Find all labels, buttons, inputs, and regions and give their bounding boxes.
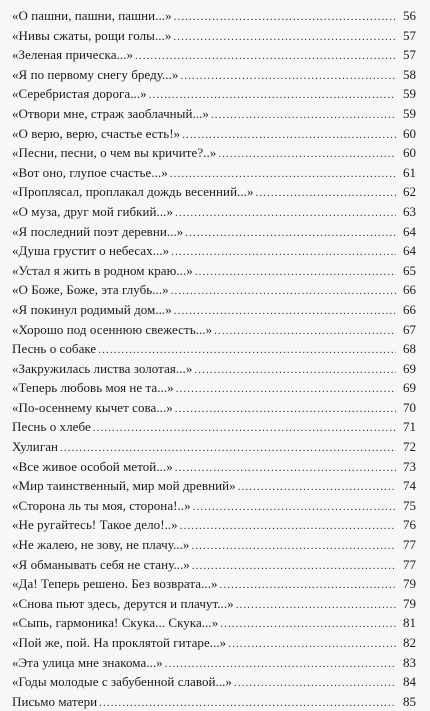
toc-dot-leader [175, 400, 396, 418]
toc-entry-title: «Эта улица мне знакома...» [12, 654, 163, 670]
toc-dot-leader [176, 380, 396, 398]
toc-dot-leader [218, 145, 396, 163]
toc-entry-title: «Мир таинственный, мир мой древний» [12, 478, 236, 494]
toc-entry[interactable] [12, 476, 416, 496]
toc-entry-page-number: 81 [403, 615, 416, 631]
toc-entry[interactable] [12, 241, 416, 261]
toc-entry-page-number: 74 [403, 478, 416, 494]
toc-entry[interactable] [12, 633, 416, 653]
toc-entry[interactable] [12, 124, 416, 144]
toc-entry-page-number: 69 [403, 380, 416, 396]
toc-entry-title: Песнь о хлебе [12, 419, 91, 435]
toc-entry-page-number: 83 [403, 654, 416, 670]
toc-entry-title: «Пой же, пой. На проклятой гитаре...» [12, 635, 227, 650]
toc-entry-title: «Сыпь, гармоника! Скука... Скука...» [12, 615, 219, 631]
toc-entry[interactable] [12, 84, 416, 104]
toc-entry-title: «О верю, верю, счастье есть!» [12, 125, 181, 141]
toc-dot-leader [185, 224, 396, 242]
toc-entry-title: «Все живое особой метой...» [12, 458, 173, 474]
toc-dot-leader [171, 243, 396, 261]
toc-entry[interactable] [12, 672, 416, 692]
toc-entry-page-number: 61 [403, 164, 416, 180]
toc-entry[interactable] [12, 692, 416, 711]
toc-entry[interactable] [12, 65, 416, 85]
toc-dot-leader [98, 341, 396, 359]
toc-entry-title: «Зеленая прическа...» [12, 47, 134, 63]
toc-dot-leader [173, 28, 396, 46]
toc-entry-page-number: 72 [403, 439, 416, 455]
toc-entry[interactable] [12, 398, 416, 418]
toc-entry-page-number: 70 [403, 399, 416, 415]
toc-entry[interactable] [12, 359, 416, 379]
toc-entry-page-number: 79 [403, 595, 416, 611]
toc-entry-page-number: 71 [403, 419, 416, 435]
toc-entry-title: «Закружилась листва золотая...» [12, 360, 193, 376]
toc-entry[interactable] [12, 457, 416, 477]
toc-entry-page-number: 76 [403, 517, 416, 533]
toc-entry[interactable] [12, 515, 416, 535]
toc-entry[interactable] [12, 653, 416, 673]
toc-entry-page-number: 57 [403, 27, 416, 43]
toc-entry[interactable] [12, 45, 416, 65]
toc-entry-page-number: 58 [403, 66, 416, 82]
toc-entry-title: «О пашни, пашни, пашни...» [12, 8, 172, 23]
toc-entry-title: «Не ругайтесь! Такое дело!..» [12, 517, 178, 533]
toc-dot-leader [171, 282, 396, 300]
toc-entry[interactable] [12, 104, 416, 124]
toc-dot-leader [149, 86, 396, 104]
toc-dot-leader [220, 576, 396, 594]
toc-dot-leader [211, 106, 396, 124]
toc-dot-leader [175, 204, 396, 222]
toc-dot-leader [236, 596, 396, 614]
toc-entry-page-number: 66 [403, 301, 416, 317]
toc-entry[interactable] [12, 574, 416, 594]
toc-entry-page-number: 84 [403, 674, 416, 690]
toc-entry[interactable] [12, 378, 416, 398]
toc-dot-leader [228, 635, 396, 653]
toc-dot-leader [256, 184, 396, 202]
toc-entry-page-number: 59 [403, 86, 416, 102]
toc-entry-page-number: 73 [403, 458, 416, 474]
toc-entry-page-number: 63 [403, 203, 416, 219]
toc-entry-page-number: 59 [403, 105, 416, 121]
toc-entry-page-number: 65 [403, 262, 416, 278]
toc-entry[interactable] [12, 261, 416, 281]
toc-entry[interactable] [12, 339, 416, 359]
toc-entry-title: «Да! Теперь решено. Без возврата...» [12, 576, 218, 592]
toc-dot-leader [191, 537, 396, 555]
toc-dot-leader [60, 439, 396, 457]
toc-entry-page-number: 82 [403, 635, 416, 650]
toc-dot-leader [165, 655, 396, 673]
toc-entry-page-number: 60 [403, 145, 416, 161]
toc-entry[interactable] [12, 417, 416, 437]
toc-entry-title: Песнь о собаке [12, 341, 97, 357]
toc-entry-page-number: 68 [403, 341, 416, 357]
toc-dot-leader [214, 322, 396, 340]
toc-entry-title: «Хорошо под осеннюю свежесть...» [12, 321, 213, 337]
toc-entry[interactable] [12, 6, 416, 26]
toc-entry[interactable] [12, 163, 416, 183]
toc-entry[interactable] [12, 182, 416, 202]
toc-entry-title: «Вот оно, глупое счастье...» [12, 164, 168, 180]
toc-entry-page-number: 85 [403, 693, 416, 709]
toc-entry-title: «Сторона ль ты моя, сторона!..» [12, 497, 191, 513]
toc-entry-page-number: 64 [403, 243, 416, 259]
toc-entry-title: «Я обманывать себя не стану...» [12, 556, 190, 572]
toc-dot-leader [180, 67, 396, 85]
toc-entry[interactable] [12, 613, 416, 633]
toc-dot-leader [99, 694, 396, 711]
toc-dot-leader [180, 517, 396, 535]
toc-entry[interactable] [12, 26, 416, 46]
toc-dot-leader [174, 8, 396, 26]
toc-entry-title: «О муза, друг мой гибкий...» [12, 203, 174, 219]
toc-entry-title: «Отвори мне, страж заоблачный...» [12, 105, 209, 121]
toc-entry-title: «По-осеннему кычет сова...» [12, 399, 173, 415]
toc-entry-title: «Я покинул родимый дом...» [12, 301, 172, 317]
toc-entry-page-number: 79 [403, 576, 416, 592]
toc-entry-title: «Годы молодые с забубенной славой...» [12, 674, 232, 690]
toc-entry-page-number: 69 [403, 360, 416, 376]
toc-entry-page-number: 77 [403, 556, 416, 572]
toc-dot-leader [194, 361, 396, 379]
toc-entry-page-number: 64 [403, 223, 416, 239]
toc-entry-page-number: 75 [403, 497, 416, 513]
toc-entry-page-number: 67 [403, 321, 416, 337]
toc-dot-leader [192, 557, 396, 575]
toc-dot-leader [195, 263, 396, 281]
toc-entry[interactable] [12, 300, 416, 320]
toc-entry[interactable] [12, 280, 416, 300]
toc-entry-page-number: 62 [403, 184, 416, 200]
toc-entry[interactable] [12, 202, 416, 222]
toc-dot-leader [175, 459, 396, 477]
toc-entry-title: «Теперь любовь моя не та...» [12, 380, 174, 396]
toc-dot-leader [193, 498, 396, 516]
toc-entry-title: Письмо матери [12, 693, 98, 709]
toc-entry-page-number: 66 [403, 282, 416, 298]
toc-entry-page-number: 77 [403, 537, 416, 553]
toc-entry-page-number: 56 [403, 8, 416, 23]
toc-entry-title: «Серебристая дорога...» [12, 86, 147, 102]
toc-dot-leader [93, 419, 396, 437]
toc-entry-page-number: 60 [403, 125, 416, 141]
toc-dot-leader [234, 674, 396, 692]
toc-entry-title: «Снова пьют здесь, дерутся и плачут...» [12, 595, 234, 611]
toc-dot-leader [182, 126, 396, 144]
toc-dot-leader [135, 47, 396, 65]
toc-dot-leader [220, 615, 396, 633]
toc-entry-title: Хулиган [12, 439, 59, 455]
toc-entry-title: «Душа грустит о небесах...» [12, 243, 170, 259]
toc-entry-page-number: 57 [403, 47, 416, 63]
toc-entry-title: «Не жалею, не зову, не плачу...» [12, 537, 190, 553]
toc-entry[interactable] [12, 437, 416, 457]
toc-entry[interactable] [12, 535, 416, 555]
toc-entry-title: «Нивы сжаты, рощи голы...» [12, 27, 172, 43]
toc-entry-title: «Я по первому снегу бреду...» [12, 66, 179, 82]
toc-dot-leader [238, 478, 396, 496]
toc-dot-leader [170, 165, 396, 183]
toc-dot-leader [174, 302, 396, 320]
toc-entry-title: «Проплясал, проплакал дождь весенний...» [12, 184, 254, 200]
toc-entry[interactable] [12, 320, 416, 340]
toc-entry-title: «Устал я жить в родном краю...» [12, 262, 193, 278]
toc-entry[interactable] [12, 496, 416, 516]
table-of-contents [12, 6, 416, 711]
toc-entry[interactable] [12, 222, 416, 242]
toc-entry-title: «Песни, песни, о чем вы кричите?..» [12, 145, 217, 161]
toc-entry[interactable] [12, 555, 416, 575]
toc-entry[interactable] [12, 594, 416, 614]
toc-entry-title: «О Боже, Боже, эта глубь...» [12, 282, 169, 298]
toc-entry-title: «Я последний поэт деревни...» [12, 223, 184, 239]
toc-entry[interactable] [12, 143, 416, 163]
